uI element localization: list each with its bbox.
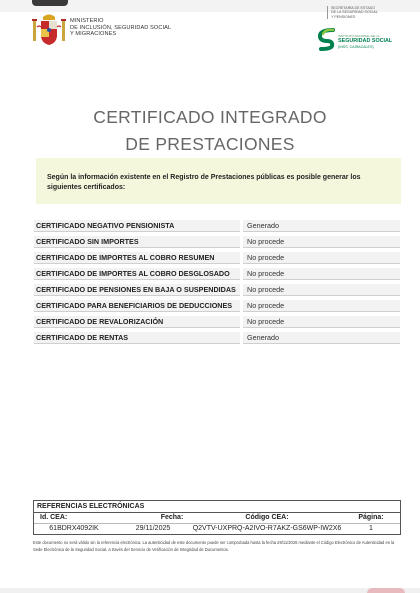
seguridad-social-logo-icon [315,27,337,51]
validity-footnote: Este documento no será válido sin la referencia electrónica. La autenticidad de este documento puede ser comprobada hasta la fecha 29/11/2026 mediante el Código Electrónico de Autenticidad en la Sede Electrónica de la Seguridad Social, a través del Servicio de Verificación de Integridad de Documentos. [33,540,395,552]
pagina-value: 1 [369,525,373,532]
id-cea-value: 61BDRX4092IK [49,525,99,532]
certificate-status: No procede [243,284,400,296]
ministry-line: DE INCLUSIÓN, SEGURIDAD SOCIAL [70,24,172,31]
references-header-row [34,513,400,524]
secretary-name [327,6,378,19]
references-title: REFERENCIAS ELECTRÓNICAS [34,501,400,513]
page-bottom-edge [0,588,420,593]
codigo-cea-header: Código CEA: [245,514,289,521]
fecha-value: 29/11/2025 [135,525,171,532]
ministry-line: Y MIGRACIONES [70,31,117,38]
spacer-cell [76,513,152,523]
ss-subtitle-label: (INSS, CAIRACALES) [338,45,374,49]
certificate-name: CERTIFICADO DE IMPORTES AL COBRO RESUMEN [34,252,240,264]
document-title-line-2: DE PRESTACIONES [125,134,295,154]
certificate-name: CERTIFICADO DE IMPORTES AL COBRO DESGLOSADO [34,268,240,280]
certificate-status: Generado [243,332,400,344]
fecha-header: Fecha: [160,514,184,521]
secretary-line: SECRETARÍA DE ESTADO [331,6,375,10]
certificate-status: No procede [243,252,400,264]
certificate-name: CERTIFICADO DE REVALORIZACIÓN [34,316,240,328]
info-text: Según la información existente en el Registro de Prestaciones públicas es posible generar los siguientes certificados: [47,174,361,191]
codigo-cea-value: Q2VTV-UXPRQ-A2IVO-R7AKZ-GS6WP-IW2X6 [192,525,342,532]
ss-brand-label: SEGURIDAD SOCIAL [338,38,393,44]
certificate-status: Generado [243,220,400,232]
secretary-line: DE LA SEGURIDAD SOCIAL [331,10,378,15]
pagina-header: Página: [358,514,384,521]
certificate-name: CERTIFICADO SIN IMPORTES [34,236,240,248]
certificate-name: CERTIFICADO NEGATIVO PENSIONISTA [34,220,240,232]
electronic-references-table [33,500,401,535]
coat-of-arms-icon [30,13,68,47]
document-title-line-1: CERTIFICADO INTEGRADO [93,107,327,127]
certificate-name: CERTIFICADO DE RENTAS [34,332,240,344]
certificate-name: CERTIFICADO DE PENSIONES EN BAJA O SUSPENDIDAS [34,284,240,296]
ministry-name [70,18,171,38]
ss-institute-label: INSTITUTO NACIONAL DE LA [338,34,380,38]
certificate-status: No procede [243,268,400,280]
secretary-line: Y PENSIONES [331,14,356,19]
next-page-marker [367,588,405,593]
certificate-status: No procede [243,236,400,248]
id-cea-header: Id. CEA: [40,514,68,521]
ministry-line: MINISTERIO [70,18,104,24]
references-value-row [34,524,400,534]
viewer-tab[interactable] [32,0,68,6]
certificate-status: No procede [243,300,400,312]
certificate-status: No procede [243,316,400,328]
certificate-name: CERTIFICADO PARA BENEFICIARIOS DE DEDUCCIONES [34,300,240,312]
